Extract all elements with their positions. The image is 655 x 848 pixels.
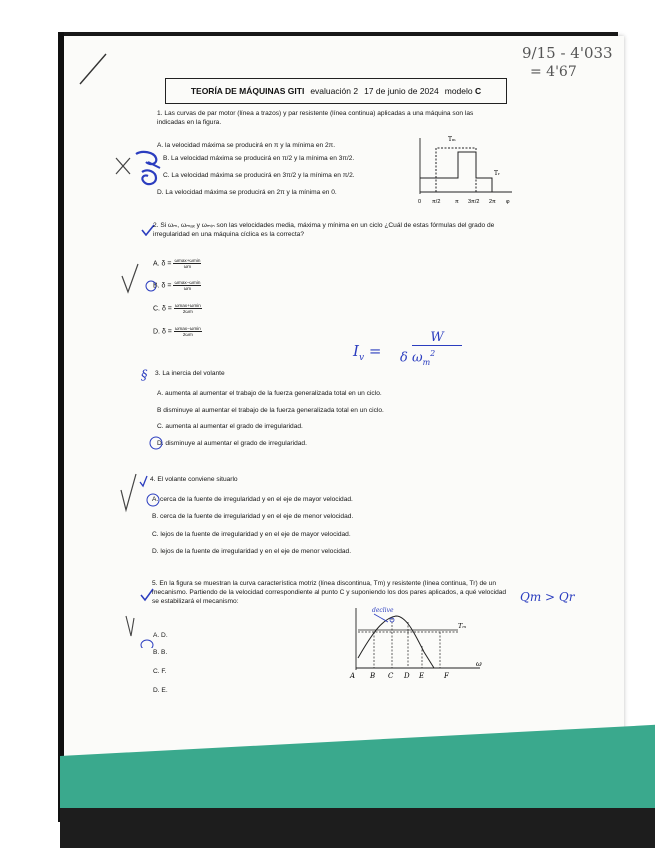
q4-option-b: B. cerca de la fuente de irregularidad y en el eje de menor velocidad. — [152, 513, 354, 520]
q5-option-c: C. F. — [153, 668, 167, 675]
q2-option-c: C. δ = $\frac{\omega\max+\omega\min}{2\omega m}$ — [153, 303, 201, 315]
q2-hand-numerator: W — [412, 330, 462, 346]
q5-label-d: D — [404, 672, 410, 680]
q5-label-b: B — [370, 672, 376, 680]
q5-label-f: F — [444, 672, 449, 680]
course-title: TEORÍA DE MÁQUINAS GITI — [190, 86, 305, 96]
q5-option-a: A. D. — [153, 632, 168, 639]
q3-option-a: A. aumenta al aumentar el trabajo de la fuerza generalizada total en un ciclo. — [157, 390, 382, 397]
grade-note-line2: = 4'67 — [530, 64, 577, 80]
q2-handwritten-marks — [116, 262, 156, 312]
q5-characteristic-graph — [344, 602, 494, 682]
q5-option-b: B. B. — [153, 649, 168, 656]
q1-option-a: A. la velocidad máxima se producirá en π y la mínima en 2π. — [157, 142, 336, 149]
q1-tm-label: Tₘ — [448, 136, 456, 143]
evaluation-label: evaluación 2 — [310, 86, 359, 96]
q5-omega-label: ω — [476, 660, 482, 668]
question-5-text: 5. En la figura se muestran la curva característica motriz (línea discontinua, Tm) y resistente (línea continua, Tr) de un mecanismo. Partiendo de la velocidad correspondiente al punto C y suponiendo los dos pares aplicados, a qué velocidad se estabilizará el mecanismo: — [152, 580, 507, 605]
q4-circle-a — [146, 493, 160, 507]
q1-tick-phi: φ — [506, 199, 510, 205]
model-label: modelo C — [444, 86, 482, 96]
question-4-text: 4. El volante conviene situarlo — [150, 476, 238, 483]
q5-label-c: C — [388, 672, 394, 680]
exam-header — [165, 78, 507, 104]
q5-hand-note: Qm > Qr — [520, 590, 575, 604]
q1-tick-0: 0 — [418, 199, 422, 205]
question-1-text: 1. Las curvas de par motor (línea a trazos) y par resistente (línea continua) aplicadas a una máquina son las indicadas en la figura. — [157, 110, 474, 126]
q2-option-a: A. δ = $\frac{\omega\max+\omega\min}{\omega m}$ — [153, 258, 201, 270]
q3-option-b: B disminuye al aumentar el trabajo de la fuerza generalizada total en un ciclo. — [157, 407, 384, 414]
grade-note-line1: 9/15 - 4'033 — [522, 44, 613, 62]
question-3-text: 3. La inercia del volante — [155, 370, 225, 377]
q3-circle-d — [149, 436, 163, 450]
q1-option-b: B. La velocidad máxima se producirá en π/2 y la mínima en 3π/2. — [163, 155, 355, 162]
q1-option-c: C. La velocidad máxima se producirá en 3π/2 y la mínima en π/2. — [163, 172, 355, 179]
q5-label-a: A — [350, 672, 356, 680]
q3-option-c: C. aumenta al aumentar el grado de irregularidad. — [157, 423, 303, 430]
q2-option-d: D. δ = $\frac{\omega\max-\omega\min}{2\omega m}$ — [153, 326, 201, 338]
q5-hand-annotation: declive — [372, 607, 394, 614]
q2-option-b: B. δ = $\frac{\omega\max-\omega\min}{\omega m}$ — [153, 280, 201, 292]
q1-tick-pi2: π/2 — [432, 199, 441, 205]
pen-stroke-mark — [76, 50, 116, 90]
q5-tm-label: Tₘ — [458, 622, 467, 630]
q4-option-c: C. lejos de la fuente de irregularidad y en el eje de mayor velocidad. — [152, 531, 351, 538]
q3-hand-mark: § — [141, 368, 148, 383]
question-2-text: 2. Si ωₘ, ωₘₐₓ y ωₘᵢₙ son las velocidades media, máxima y mínima en un ciclo ¿Cuál de estas fórmulas del grado de irregularidad en una máquina cíclica es la correcta? — [153, 222, 495, 238]
q1-option-d: D. La velocidad máxima se producirá en 2π y la mínima en 0. — [157, 189, 337, 196]
background-dark-surface — [60, 808, 655, 848]
q4-option-a: A. cerca de la fuente de irregularidad y en el eje de mayor velocidad. — [152, 496, 353, 503]
exam-date: 17 de junio de 2024 — [364, 86, 439, 96]
q5-handwritten-marks — [122, 614, 154, 648]
q1-handwritten-marks — [112, 148, 172, 188]
q1-tick-pi: π — [455, 199, 459, 205]
q4-handwritten-marks — [118, 470, 148, 518]
q3-option-d: D. disminuye al aumentar el grado de irregularidad. — [157, 440, 307, 447]
q2-hand-formula: $I_v$ = — [353, 342, 382, 363]
q1-tick-3pi2: 3π/2 — [468, 199, 480, 205]
q1-tr-label: Tᵣ — [494, 170, 501, 177]
q4-option-d: D. lejos de la fuente de irregularidad y en el eje de menor velocidad. — [152, 548, 352, 555]
q5-option-d: D. E. — [153, 687, 168, 694]
q2-hand-denominator: δ $\omega_m^2$ — [400, 349, 436, 367]
q5-label-e: E — [419, 672, 425, 680]
q1-torque-graph — [412, 130, 522, 208]
q1-tick-2pi: 2π — [489, 199, 496, 205]
